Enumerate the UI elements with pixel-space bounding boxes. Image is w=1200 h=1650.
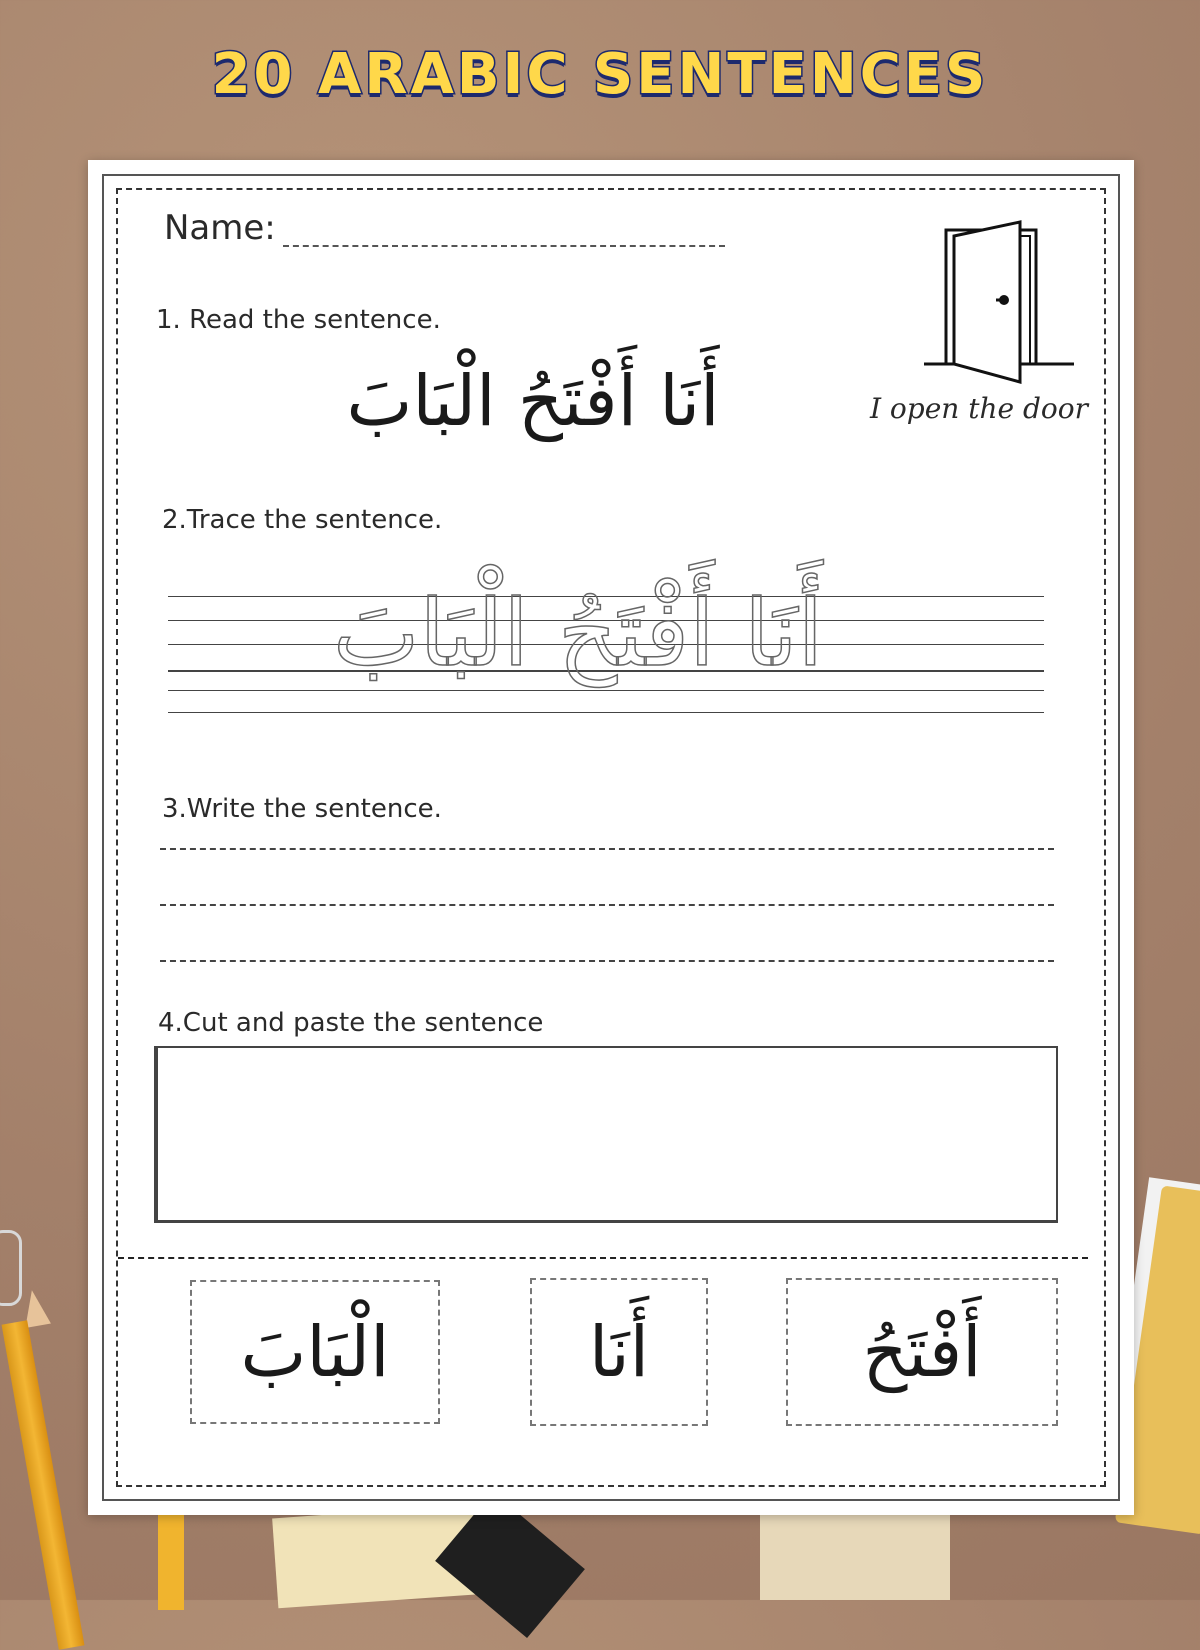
step-4-label: 4.Cut and paste the sentence [158, 1008, 544, 1038]
pencil [2, 1320, 85, 1650]
guide-line [168, 690, 1044, 691]
worksheet [88, 160, 1134, 1515]
step-1-label: 1. Read the sentence. [156, 305, 441, 335]
light-card [760, 1510, 950, 1600]
writing-line[interactable] [160, 904, 1054, 906]
paste-box[interactable] [154, 1046, 1058, 1223]
trace-sentence[interactable]: أَنَا أَفْتَحُ الْبَابَ [332, 580, 824, 687]
word-card[interactable]: أَفْتَحُ [786, 1278, 1058, 1426]
trace-area [168, 540, 1048, 730]
english-translation: I open the door [869, 392, 1088, 425]
step-2-label: 2.Trace the sentence. [162, 505, 443, 535]
door-icon [924, 216, 1074, 386]
guide-line [168, 712, 1044, 713]
step-3-label: 3.Write the sentence. [162, 794, 442, 824]
name-label: Name: [164, 208, 276, 248]
word-card[interactable]: أَنَا [530, 1278, 708, 1426]
cut-line [118, 1257, 1088, 1259]
page-title: 20 ARABIC SENTENCES [211, 42, 989, 107]
writing-line[interactable] [160, 848, 1054, 850]
pencil-2 [158, 1500, 184, 1610]
arabic-sentence: أَنَا أَفْتَحُ الْبَابَ [346, 360, 720, 442]
writing-line[interactable] [160, 960, 1054, 962]
name-field[interactable] [283, 245, 725, 247]
word-card[interactable]: الْبَابَ [190, 1280, 440, 1424]
